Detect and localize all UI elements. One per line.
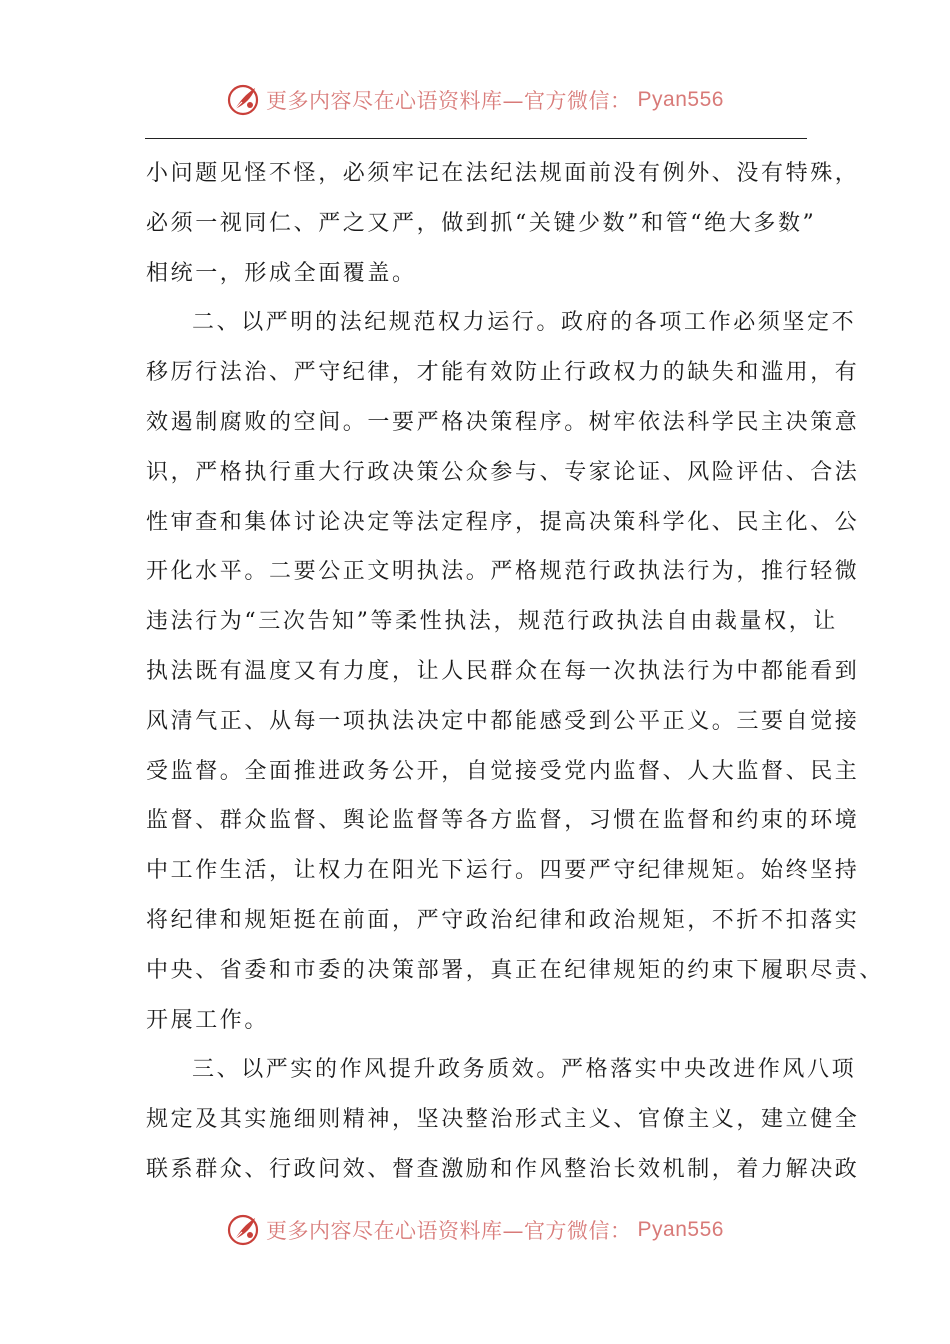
body-line: 规定及其实施细则精神，坚决整治形式主义、官僚主义，建立健全 [146, 1107, 860, 1133]
section-three-heading-line: 三、以严实的作风提升政务质效。严格落实中央改进作风八项 [192, 1057, 857, 1083]
body-line: 中央、省委和市委的决策部署，真正在纪律规矩的约束下履职尽责、 [146, 957, 885, 983]
header-banner-wechat-id: Pyan556 [637, 88, 724, 111]
header-divider [145, 138, 807, 139]
body-line: 受监督。全面推进政务公开，自觉接受党内监督、人大监督、民主 [146, 758, 860, 784]
footer-banner-wechat-id: Pyan556 [637, 1218, 724, 1241]
body-line: 移厉行法治、严守纪律，才能有效防止行政权力的缺失和滥用，有 [146, 360, 860, 386]
header-banner-text: 更多内容尽在心语资料库—官方微信： [266, 89, 632, 113]
body-line: 风清气正、从每一项执法决定中都能感受到公平正义。三要自觉接 [146, 708, 860, 734]
document-body [146, 149, 885, 1195]
body-line: 小问题见怪不怪，必须牢记在法纪法规面前没有例外、没有特殊， [146, 161, 860, 186]
body-line: 监督、群众监督、舆论监督等各方监督，习惯在监督和约束的环境 [146, 808, 860, 834]
body-line: 中工作生活，让权力在阳光下运行。四要严守纪律规矩。始终坚持 [146, 858, 860, 884]
footer-banner-text: 更多内容尽在心语资料库—官方微信： [266, 1219, 632, 1243]
body-line: 违法行为“三次告知”等柔性执法，规范行政执法自由裁量权，让 [146, 609, 838, 635]
body-line: 开化水平。二要公正文明执法。严格规范行政执法行为，推行轻微 [146, 559, 860, 585]
header-banner [0, 78, 950, 122]
feather-pen-logo-icon [226, 1213, 260, 1247]
body-line: 识，严格执行重大行政决策公众参与、专家论证、风险评估、合法 [146, 459, 860, 485]
body-line: 将纪律和规矩挺在前面，严守政治纪律和政治规矩，不折不扣落实 [146, 907, 860, 933]
footer-banner [0, 1208, 950, 1252]
body-line: 联系群众、行政问效、督查激励和作风整治长效机制，着力解决政 [146, 1156, 860, 1182]
body-line: 开展工作。 [146, 1007, 270, 1033]
body-line: 性审查和集体讨论决定等法定程序，提高决策科学化、民主化、公 [146, 509, 860, 535]
section-two-heading-line: 二、以严明的法纪规范权力运行。政府的各项工作必须坚定不 [192, 310, 857, 336]
body-line: 必须一视同仁、严之又严，做到抓“关键少数”和管“绝大多数” [146, 210, 817, 236]
body-line: 相统一，形成全面覆盖。 [146, 260, 417, 286]
body-line: 效遏制腐败的空间。一要严格决策程序。树牢依法科学民主决策意 [146, 409, 860, 435]
feather-pen-logo-icon [226, 83, 260, 117]
body-line: 执法既有温度又有力度，让人民群众在每一次执法行为中都能看到 [146, 658, 860, 684]
